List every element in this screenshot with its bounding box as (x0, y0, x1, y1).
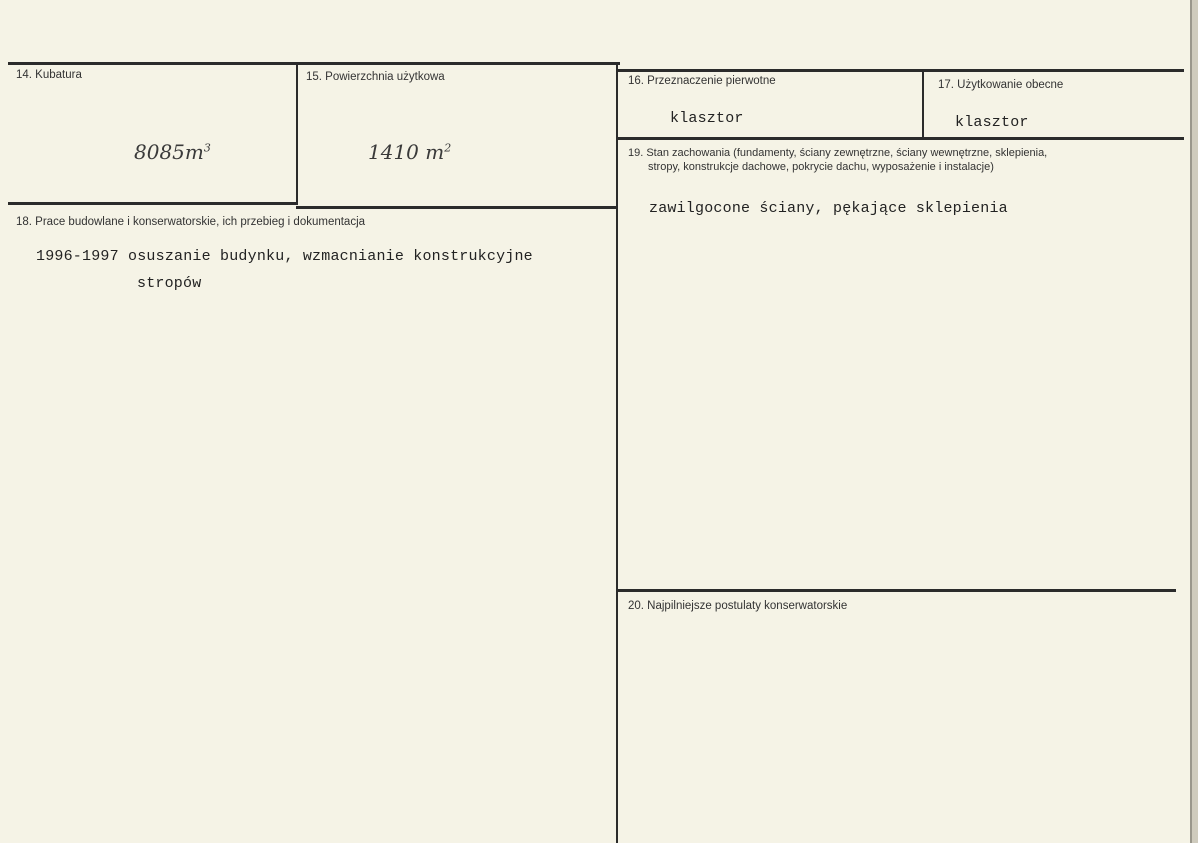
top-border-left (8, 62, 620, 65)
field-19-label-line-1: 19. Stan zachowania (fundamenty, ściany zewnętrzne, ściany wewnętrzne, sklepienia, (628, 147, 1048, 159)
field-18-line-2: stropów (137, 275, 202, 292)
field-17-value: klasztor (955, 114, 1029, 131)
field-17-label: 17. Użytkowanie obecne (938, 79, 1064, 91)
divider-16-17 (922, 70, 924, 138)
field-14-exponent: 3 (203, 141, 211, 155)
field-16-value: klasztor (670, 110, 744, 127)
field-14-value (134, 140, 211, 164)
card-edge (1192, 0, 1198, 843)
row-divider-16-17 (618, 137, 1184, 140)
row-divider-14-18 (8, 202, 298, 205)
divider-main (616, 63, 618, 843)
row-divider-15-18 (296, 206, 618, 209)
field-19-label-line-2: stropy, konstrukcje dachowe, pokrycie dachu, wyposażenie i instalacje) (648, 161, 994, 173)
field-14-number: 8085 (134, 140, 185, 164)
top-border-right (618, 69, 1184, 72)
field-14-label: 14. Kubatura (16, 69, 82, 81)
field-15-exponent: 2 (444, 141, 452, 155)
row-divider-19-20 (616, 589, 1176, 592)
field-19-value: zawilgocone ściany, pękające sklepienia (649, 200, 1008, 217)
field-15-unit: m (425, 140, 445, 164)
field-15-value (368, 140, 451, 164)
field-20-label: 20. Najpilniejsze postulaty konserwatorskie (628, 600, 848, 612)
field-18-line-1: 1996-1997 osuszanie budynku, wzmacnianie konstrukcyjne (36, 248, 533, 265)
field-16-label: 16. Przeznaczenie pierwotne (628, 75, 776, 87)
field-14-unit: m (184, 140, 204, 164)
field-15-number: 1410 (368, 140, 419, 164)
divider-14-15 (296, 63, 298, 203)
field-15-label: 15. Powierzchnia użytkowa (306, 71, 445, 83)
field-18-label: 18. Prace budowlane i konserwatorskie, ich przebieg i dokumentacja (16, 216, 366, 228)
